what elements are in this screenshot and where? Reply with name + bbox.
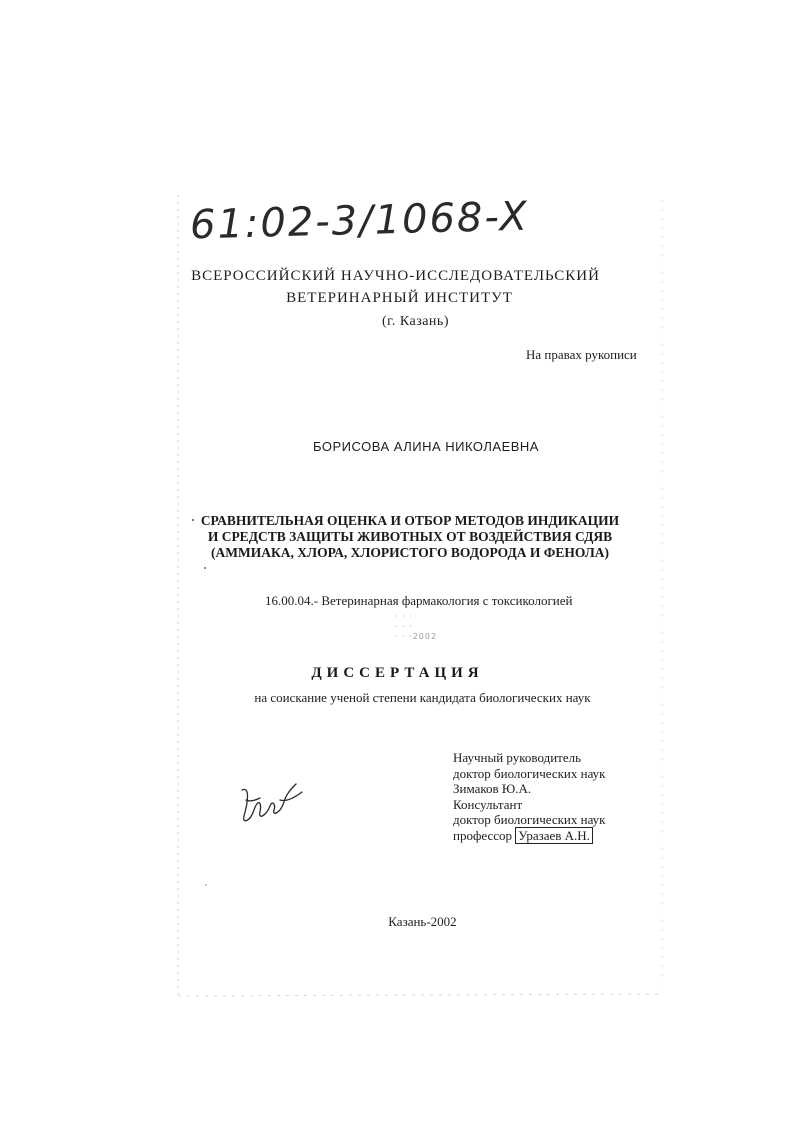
supervisor-name: Зимаков Ю.А. bbox=[453, 781, 532, 796]
dissertation-title bbox=[190, 513, 630, 561]
specialty-code: 16.00.04.- Ветеринарная фармакология с токсикологией bbox=[265, 593, 573, 608]
consultant-line bbox=[453, 828, 606, 844]
stamp-line: · · · bbox=[395, 622, 413, 631]
title-line: СРАВНИТЕЛЬНАЯ ОЦЕНКА И ОТБОР МЕТОДОВ ИНДИКАЦИИ bbox=[200, 513, 620, 528]
document-type: ДИССЕРТАЦИЯ bbox=[311, 665, 484, 681]
archive-code: 61:02-3/1068-X bbox=[189, 193, 530, 249]
consultant-degree: доктор биологических наук bbox=[453, 812, 606, 827]
rights-note: На правах рукописи bbox=[526, 347, 637, 362]
supervisor-degree: доктор биологических наук bbox=[453, 765, 606, 781]
title-line: (АММИАКА, ХЛОРА, ХЛОРИСТОГО ВОДОРОДА И ФЕНОЛА) bbox=[211, 545, 609, 560]
institution-name-line1: ВСЕРОССИЙСКИЙ НАУЧНО-ИССЛЕДОВАТЕЛЬСКИЙ bbox=[191, 268, 600, 284]
handwritten-signature bbox=[236, 780, 306, 830]
institution-city: (г. Казань) bbox=[382, 314, 449, 329]
title-line: И СРЕДСТВ ЗАЩИТЫ ЖИВОТНЫХ ОТ ВОЗДЕЙСТВИЯ СДЯВ bbox=[207, 529, 613, 544]
consultant-title: профессор bbox=[453, 827, 513, 843]
supervisor-role: Научный руководитель bbox=[453, 750, 582, 765]
stamp-line: · · ·2002 bbox=[395, 632, 438, 641]
author-name: БОРИСОВА АЛИНА НИКОЛАЕВНА bbox=[313, 439, 539, 454]
degree-line: на соискание ученой степени кандидата биологических наук bbox=[254, 690, 591, 705]
city-year: Казань-2002 bbox=[388, 914, 457, 929]
stamp-line: · · · bbox=[395, 612, 413, 621]
advisors-block bbox=[453, 750, 606, 843]
faint-stamp bbox=[395, 612, 437, 642]
consultant-role: Консультант bbox=[453, 796, 523, 812]
institution-name-line2: ВЕТЕРИНАРНЫЙ ИНСТИТУТ bbox=[286, 290, 513, 306]
consultant-name: Уразаев А.Н. bbox=[515, 827, 593, 844]
